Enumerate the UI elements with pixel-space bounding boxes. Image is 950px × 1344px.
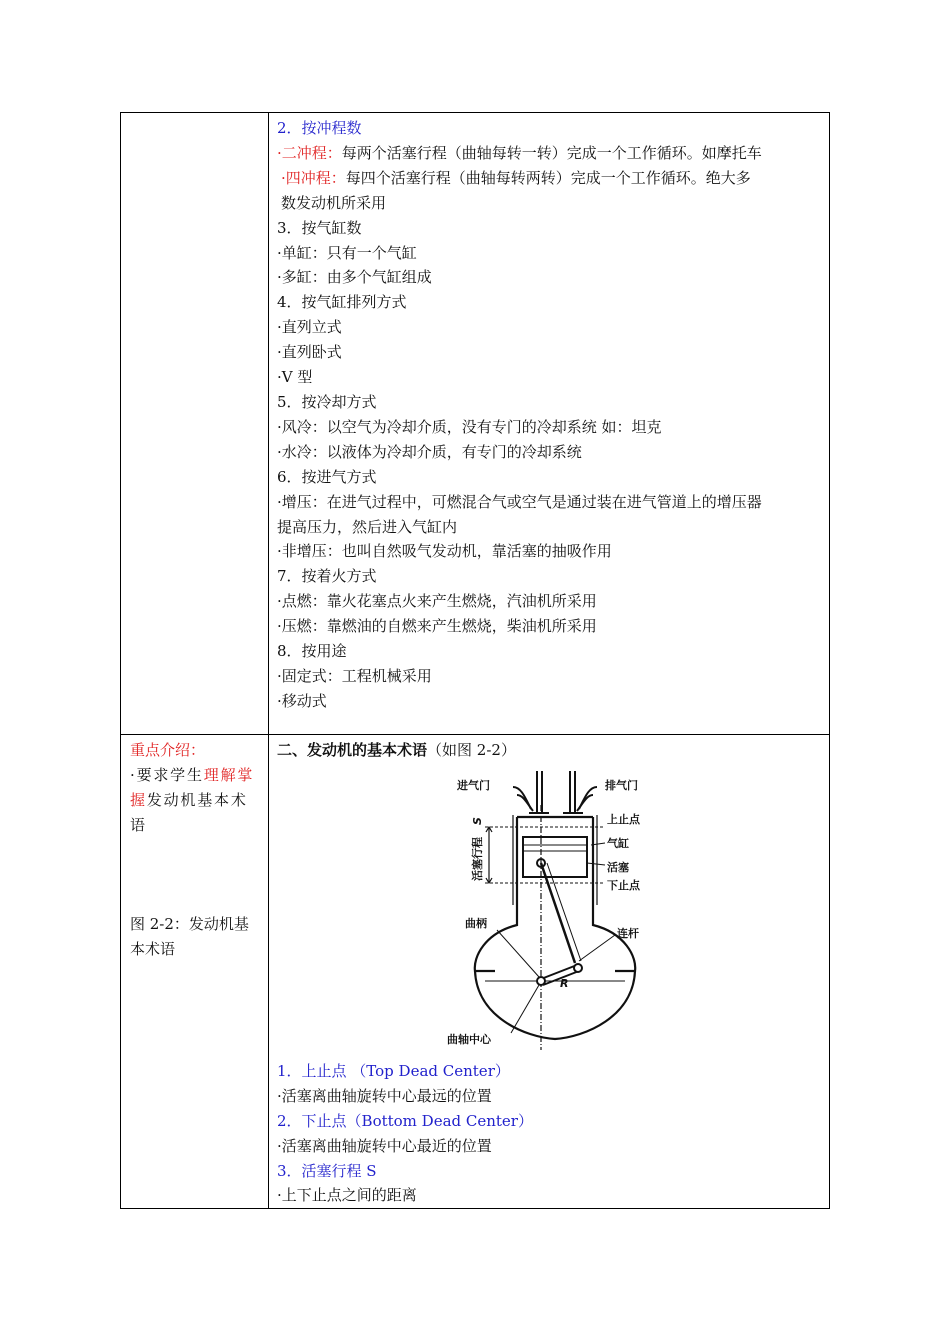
heading-cooling: 5．按冷却方式 [277,392,377,411]
key-intro-label: 重点介绍： [130,741,206,759]
label-cylinder: 气缸 [607,836,629,850]
heading-intake: 6．按进气方式 [277,467,377,486]
lesson-table [120,112,830,1209]
term-tdc: 1．上止点 （Top Dead Center） [277,1061,510,1080]
valve-stems [513,771,597,813]
item-mobile: ·移动式 [277,691,327,710]
item-compression-ignition: ·压燃：靠燃油的自燃来产生燃烧，柴油机所采用 [277,617,597,636]
item-inline-horizontal: ·直列卧式 [277,343,342,362]
four-stroke-continuation: 数发动机所采用 [281,193,387,212]
label-crank: 曲柄 [465,916,487,930]
item-natural-aspiration: ·非增压：也叫自然吸气发动机，靠活塞的抽吸作用 [277,542,612,561]
stroke-dimension [486,827,492,883]
requirement-line-3: 语 [130,815,146,834]
table-row [121,735,830,1209]
term-stroke-desc: ·上下止点之间的距离 [277,1186,417,1205]
label-bdc: 下止点 [607,878,640,892]
label-stroke-symbol: S [471,816,484,825]
item-single-cylinder: ·单缸：只有一个气缸 [277,243,417,262]
left-cell-empty [121,113,269,735]
engine-terms-diagram [447,765,655,1057]
item-fixed: ·固定式：工程机械采用 [277,666,432,685]
requirement-line-2: 握发动机基本术 [130,790,248,809]
label-tdc: 上止点 [607,812,640,826]
table-row [121,113,830,735]
right-cell-classification [269,113,830,735]
heading-stroke-count: 2．按冲程数 [277,119,362,137]
heading-usage: 8．按用途 [277,642,347,661]
item-turbo-continuation: 提高压力，然后进入气缸内 [277,517,458,536]
term-bdc-desc: ·活塞离曲轴旋转中心最近的位置 [277,1136,492,1155]
label-crank-center: 曲轴中心 [447,1032,491,1046]
term-tdc-desc: ·活塞离曲轴旋转中心最远的位置 [277,1086,492,1105]
label-radius: R [560,976,569,990]
left-cell-notes [121,735,269,1209]
item-turbo: ·增压：在进气过程中，可燃混合气或空气是通过装在进气管道上的增压器 [277,492,762,511]
item-multi-cylinder: ·多缸：由多个气缸组成 [277,268,432,287]
label-exhaust-valve: 排气门 [605,778,638,792]
item-water-cooling: ·水冷：以液体为冷却介质，有专门的冷却系统 [277,442,582,461]
item-spark-ignition: ·点燃：靠火花塞点火来产生燃烧，汽油机所采用 [277,592,597,611]
label-piston: 活塞 [607,860,629,874]
figure-caption-line-2: 本术语 [130,939,176,958]
label-stroke: 活塞行程 [471,836,484,881]
item-air-cooling: ·风冷：以空气为冷却介质，没有专门的冷却系统 如：坦克 [277,417,662,436]
term-bdc: 2．下止点（Bottom Dead Center） [277,1111,533,1130]
item-two-stroke [277,141,829,166]
label-intake-valve: 进气门 [457,778,490,792]
label-connecting-rod: 连杆 [617,926,639,940]
item-v-type: ·V 型 [277,368,313,387]
section-title: 二、发动机的基本术语（如图 2-2） [277,741,516,759]
figure-caption-line-1: 图 2-2：发动机基 [130,914,249,933]
right-cell-terms [269,735,830,1209]
item-four-stroke [277,166,829,191]
two-stroke-text: 每两个活塞行程（曲轴每转一转）完成一个工作循环。如摩托车 [341,143,762,162]
requirement-line-1: ·要求学生理解掌 [130,765,255,784]
crankcase [475,903,635,1039]
item-inline-vertical: ·直列立式 [277,318,342,337]
piston [523,837,587,877]
four-stroke-label: ·四冲程： [281,168,346,187]
two-stroke-label: ·二冲程： [277,143,342,162]
heading-ignition: 7．按着火方式 [277,567,377,586]
heading-cylinder-count: 3．按气缸数 [277,218,362,237]
four-stroke-text: 每四个活塞行程（曲轴每转两转）完成一个工作循环。绝大多 [345,168,751,187]
cylinder-walls [513,815,597,905]
term-stroke: 3．活塞行程 S [277,1161,377,1180]
heading-cylinder-arrangement: 4．按气缸排列方式 [277,293,407,312]
